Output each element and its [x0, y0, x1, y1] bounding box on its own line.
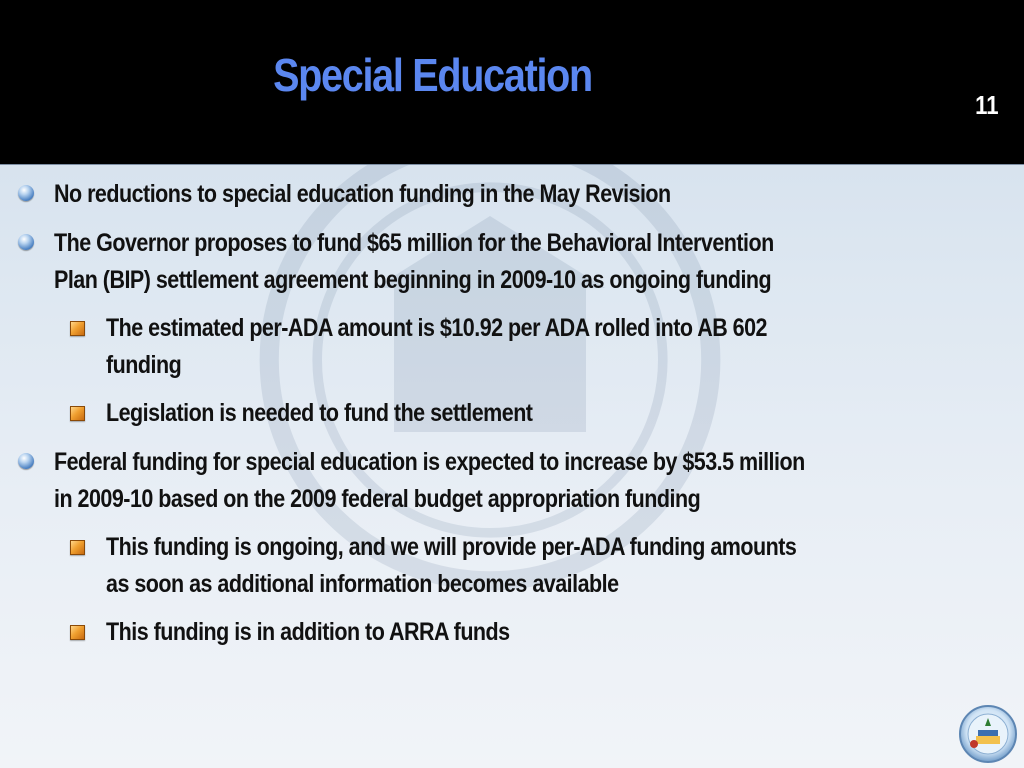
blue-sphere-icon — [18, 453, 34, 469]
sub-bullet-item — [106, 614, 1024, 651]
bullet-item — [54, 225, 1024, 299]
bullet-text: The Governor proposes to fund $65 million for the Behavioral Intervention — [54, 229, 774, 257]
bullet-text: funding — [106, 351, 182, 379]
bullet-text: This funding is ongoing, and we will provide per-ADA funding amounts — [106, 533, 797, 561]
slide-title: Special Education — [273, 49, 592, 101]
slide-header — [0, 0, 1024, 165]
sub-bullet-item — [106, 529, 1024, 603]
bullet-text: in 2009-10 based on the 2009 federal budget appropriation funding — [54, 485, 701, 513]
sub-bullet-item — [106, 395, 1024, 432]
orange-square-icon — [70, 625, 85, 640]
blue-sphere-icon — [18, 185, 34, 201]
bullet-text: as soon as additional information becomes available — [106, 570, 619, 598]
bullet-text: Legislation is needed to fund the settlement — [106, 399, 533, 427]
bullet-text: This funding is in addition to ARRA funds — [106, 618, 510, 646]
page-number: 11 — [974, 90, 998, 120]
bullet-list — [0, 176, 1024, 651]
orange-square-icon — [70, 406, 85, 421]
bullet-item — [54, 444, 1024, 518]
sub-bullet-item — [106, 310, 1024, 384]
blue-sphere-icon — [18, 234, 34, 250]
bullet-text: The estimated per-ADA amount is $10.92 per ADA rolled into AB 602 — [106, 314, 767, 342]
district-seal-icon — [958, 704, 1018, 764]
bullet-item — [54, 176, 1024, 213]
bullet-text: Plan (BIP) settlement agreement beginning in 2009-10 as ongoing funding — [54, 266, 772, 294]
orange-square-icon — [70, 321, 85, 336]
bullet-text: Federal funding for special education is expected to increase by $53.5 million — [54, 448, 805, 476]
orange-square-icon — [70, 540, 85, 555]
bullet-text: No reductions to special education funding in the May Revision — [54, 180, 671, 208]
